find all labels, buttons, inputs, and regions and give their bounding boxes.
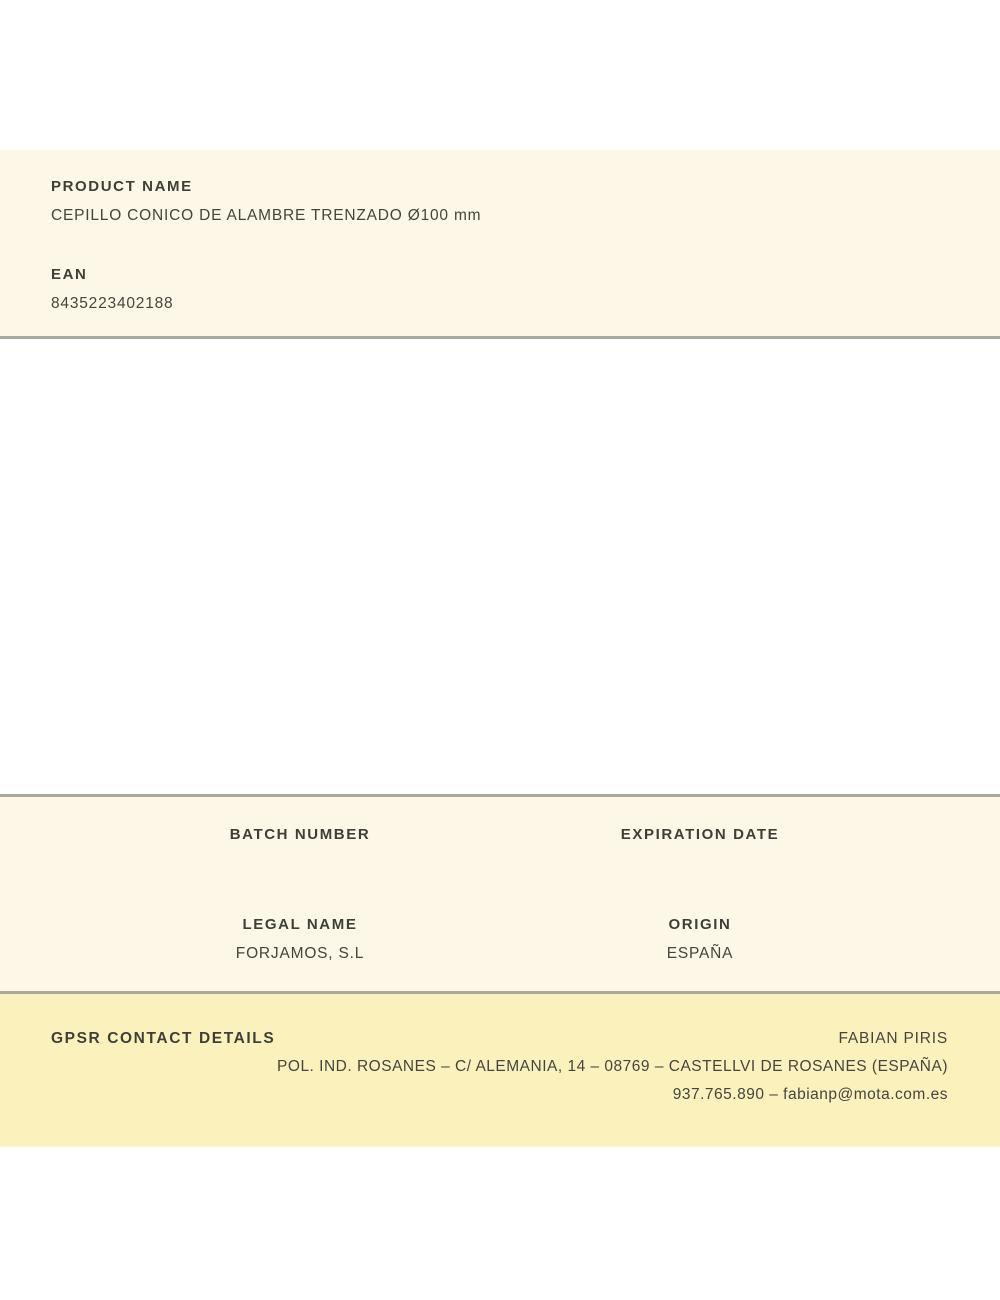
batch-left-column [100,825,500,965]
gpsr-phone-email: 937.765.890 – fabianp@mota.com.es [672,1086,948,1103]
gpsr-contact-name: FABIAN PIRIS [838,1030,948,1047]
top-white-gap [0,0,1000,150]
product-name-group [51,177,949,227]
legal-name-label: LEGAL NAME [242,916,358,933]
gpsr-header-row [51,1028,948,1050]
gpsr-address: POL. IND. ROSANES – C/ ALEMANIA, 14 – 08769 – CASTELLVI DE ROSANES (ESPAÑA) [277,1058,948,1075]
batch-info-section [0,794,1000,994]
product-name-value: CEPILLO CONICO DE ALAMBRE TRENZADO Ø100 mm [51,207,482,224]
batch-number-label: BATCH NUMBER [229,826,371,843]
middle-white-gap [0,339,1000,794]
product-name-label: PRODUCT NAME [51,178,193,195]
expiration-date-label: EXPIRATION DATE [620,826,780,843]
product-info-section [0,150,1000,339]
batch-number-value [100,853,500,873]
batch-right-column [500,825,900,965]
origin-label: ORIGIN [668,916,732,933]
legal-name-value: FORJAMOS, S.L [235,945,365,962]
batch-grid [100,825,900,965]
origin-value: ESPAÑA [666,945,734,962]
gpsr-title: GPSR CONTACT DETAILS [51,1030,276,1047]
gpsr-contact-section [0,994,1000,1147]
ean-value: 8435223402188 [51,295,174,312]
ean-label: EAN [51,266,88,283]
expiration-date-value [500,853,900,873]
ean-group [51,265,949,315]
